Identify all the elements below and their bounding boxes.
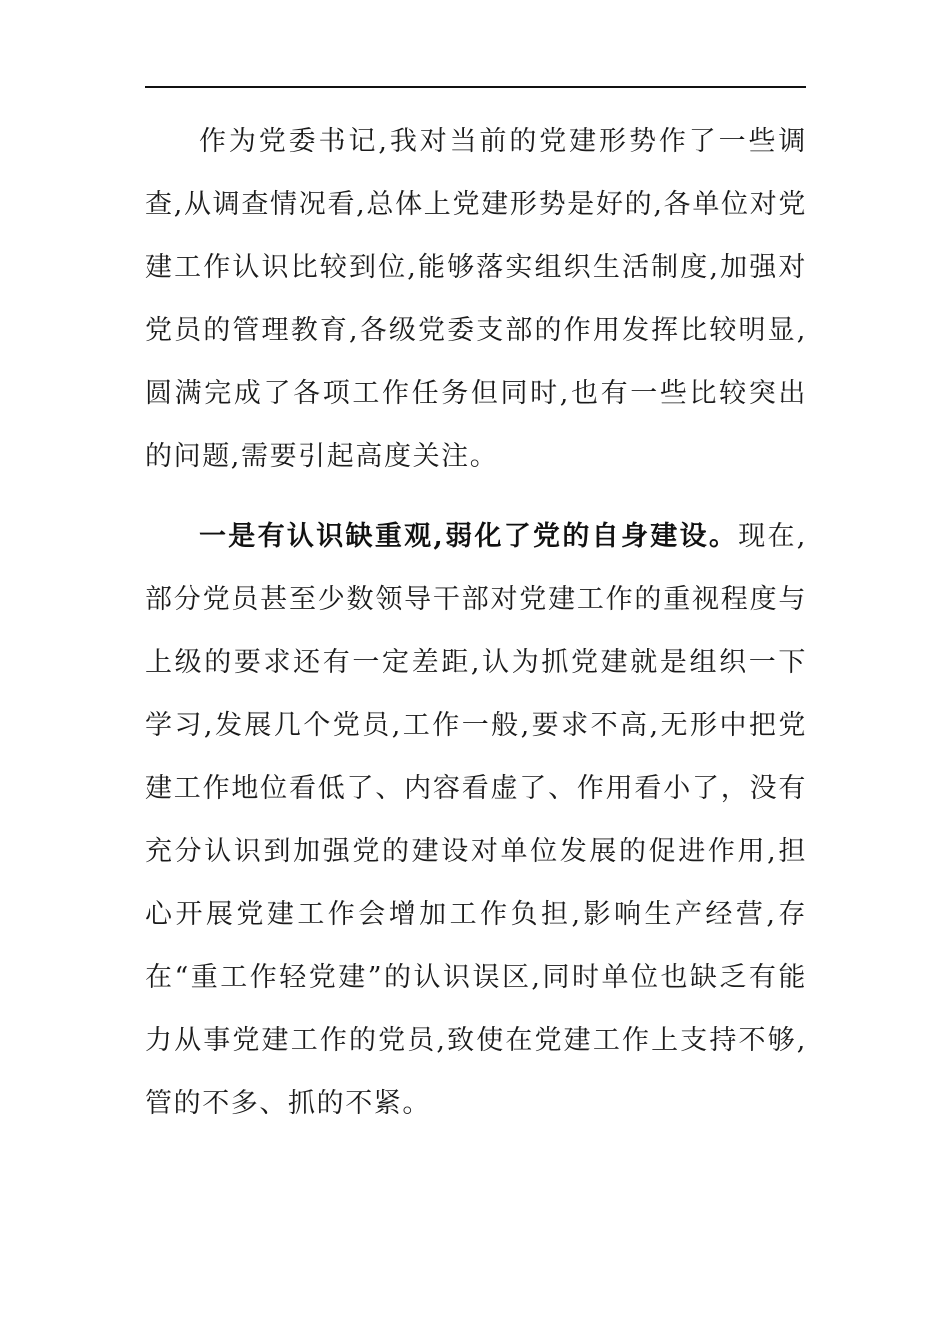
document-body: [145, 110, 807, 1135]
header-rule: [145, 86, 806, 88]
paragraph-intro: [145, 110, 807, 488]
paragraph-point-one: [145, 505, 807, 1135]
paragraph-intro-text: 作为党委书记,我对当前的党建形势作了一些调查,从调查情况看,总体上党建形势是好的,各单位对党建工作认识比较到位,能够落实组织生活制度,加强对党员的管理教育,各级党委支部的作用发挥比较明显,圆满完成了各项工作任务但同时,也有一些比较突出的问题,需要引起高度关注。: [145, 126, 807, 472]
paragraph-point-one-text: 现在,部分党员甚至少数领导干部对党建工作的重视程度与上级的要求还有一定差距,认为抓党建就是组织一下学习,发展几个党员,工作一般,要求不高,无形中把党建工作地位看低了、内容看虚了、作用看小了，没有充分认识到加强党的建设对单位发展的促进作用,担心开展党建工作会增加工作负担,影响生产经营,存在“重工作轻党建”的认识误区,同时单位也缺乏有能力从事党建工作的党员,致使在党建工作上支持不够,管的不多、抓的不紧。: [145, 521, 807, 1119]
paragraph-point-one-heading: 一是有认识缺重观,弱化了党的自身建设。: [199, 521, 739, 552]
